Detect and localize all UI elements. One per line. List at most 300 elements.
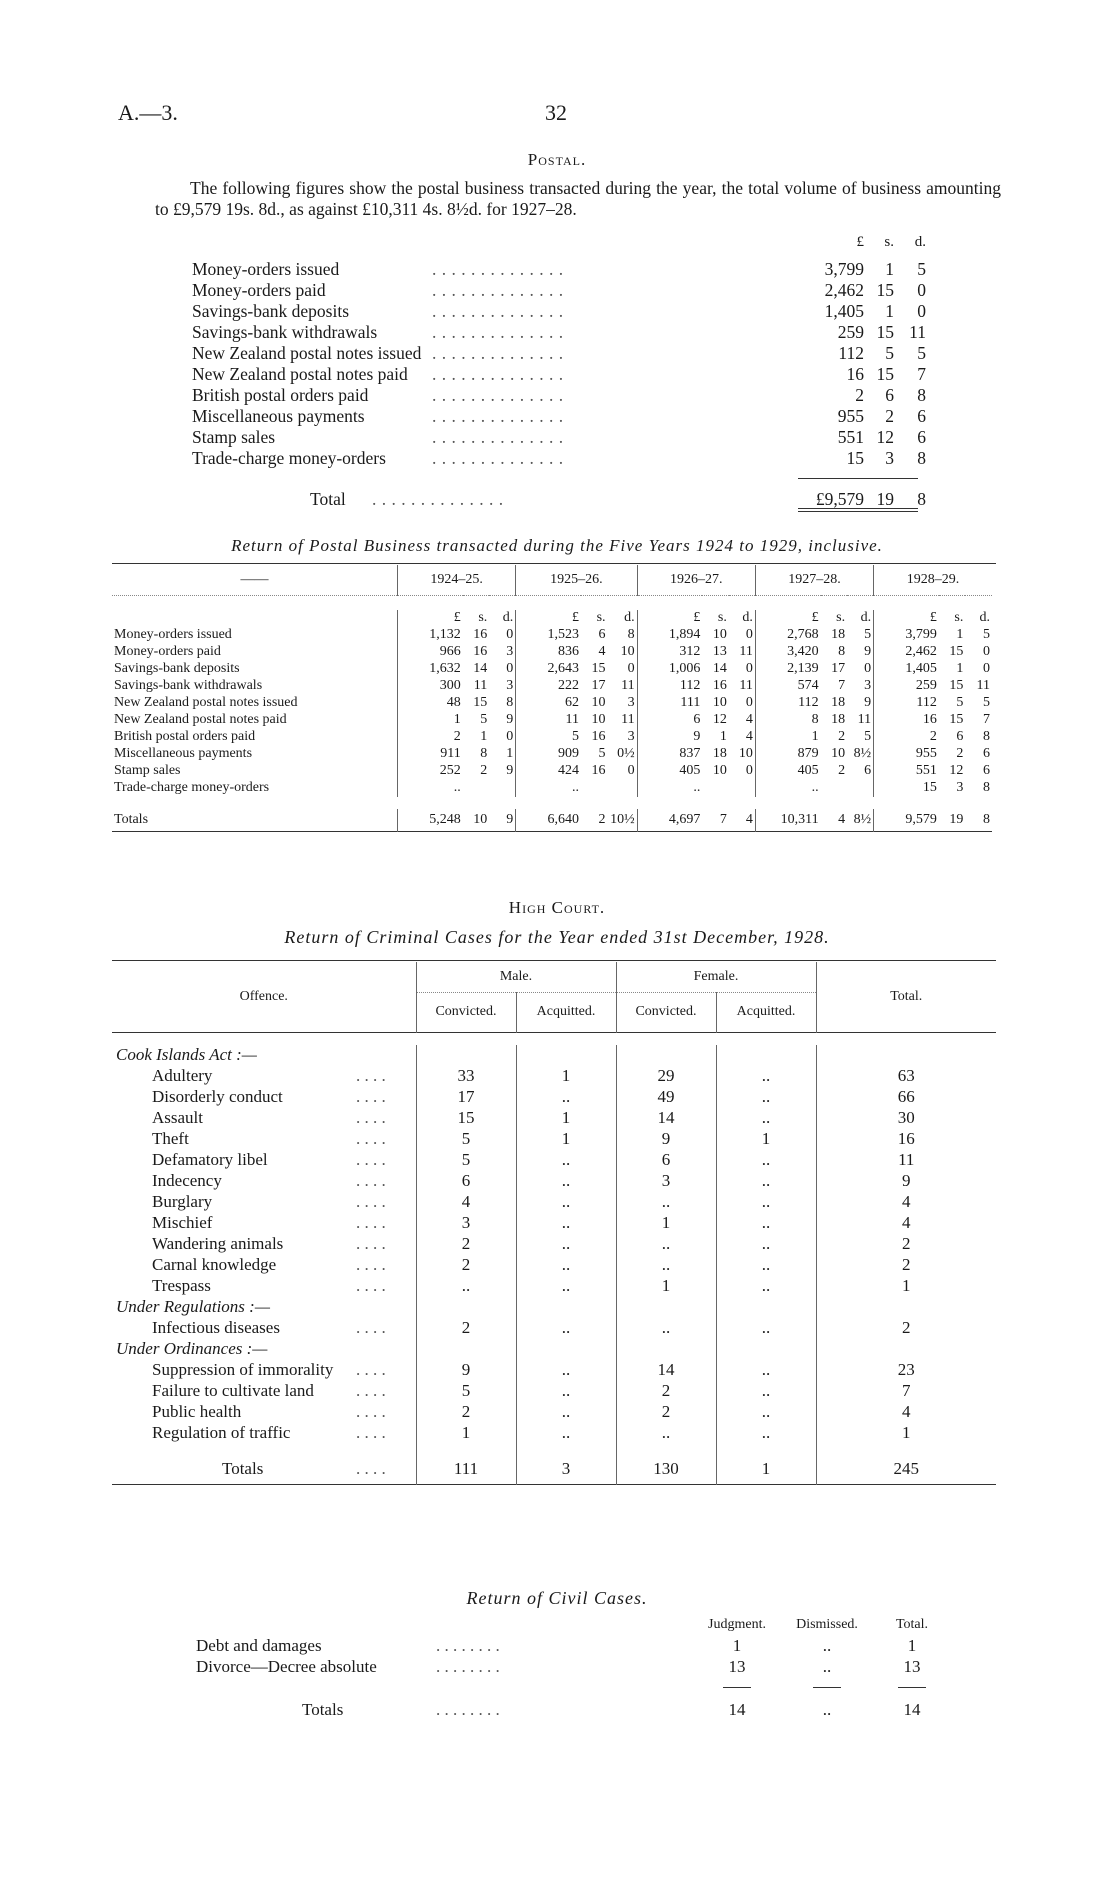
- postal-row-amount: [752, 385, 932, 406]
- count-value: 1: [416, 1423, 516, 1444]
- cell-value: 6,640: [516, 809, 581, 832]
- unit-heading: d.: [502, 610, 514, 625]
- cell-value: 15: [949, 712, 964, 727]
- civil-row-label: Divorce—Decree absolute: [196, 1656, 377, 1676]
- pounds-value: 3,799: [824, 259, 864, 279]
- cell-value: 15: [949, 644, 964, 659]
- five-year-row: [112, 695, 992, 712]
- offence-group-heading: Cook Islands Act :—: [116, 1045, 257, 1064]
- offence-label: Indecency: [152, 1171, 222, 1190]
- pence-value: 0: [917, 301, 926, 321]
- offence-group-heading-row: [112, 1339, 996, 1360]
- cell-value: 0: [864, 661, 872, 676]
- five-year-caption: Return of Postal Business transacted during the Five Years 1924 to 1929, inclusive.: [231, 536, 883, 555]
- cell-value: 17: [831, 661, 846, 676]
- leader-dots: . . . . . . . .: [436, 1656, 500, 1676]
- cell-value: 16: [712, 678, 727, 693]
- leader-dots: . . . .: [356, 1087, 386, 1106]
- male-convicted-heading: Convicted.: [416, 992, 516, 1032]
- cell-value: 8½: [853, 811, 872, 827]
- page-number: 32: [545, 100, 567, 125]
- cell-value: [702, 780, 729, 797]
- cell-value: [847, 780, 874, 797]
- cell-value: 2: [480, 763, 488, 778]
- leader-dots: . . . .: [356, 1458, 386, 1478]
- cell-value: 10: [620, 644, 635, 659]
- cell-value: 2: [398, 729, 463, 746]
- shillings-value: 15: [876, 322, 894, 342]
- cell-value: 5: [516, 729, 581, 746]
- shillings-value: 5: [885, 343, 894, 363]
- five-year-row: [112, 627, 992, 644]
- cell-value: 15: [949, 678, 964, 693]
- cell-value: 18: [831, 712, 846, 727]
- cell-value: 1: [956, 627, 964, 642]
- cell-value: 1: [956, 661, 964, 676]
- unit-heading: s.: [478, 610, 488, 625]
- offence-row: [112, 1066, 996, 1087]
- leader-dots: . . . . . . . . . . . . . .: [432, 427, 564, 447]
- cell-value: 3: [627, 695, 635, 710]
- postal-row-amount: [752, 406, 932, 427]
- civil-value: ..: [822, 1700, 832, 1719]
- postal-row-amount: [752, 427, 932, 448]
- count-value: 5: [416, 1129, 516, 1150]
- cell-value: 12: [949, 763, 964, 778]
- cell-value: [729, 780, 756, 797]
- count-value: ..: [616, 1318, 716, 1339]
- cell-value: 18: [831, 695, 846, 710]
- unit-heading: £: [398, 610, 463, 627]
- unit-heading: d.: [860, 610, 872, 625]
- postal-row: [192, 406, 932, 427]
- count-value: 3: [616, 1171, 716, 1192]
- unit-heading: d.: [742, 610, 753, 625]
- count-value: 14: [616, 1108, 716, 1129]
- count-value: ..: [716, 1213, 816, 1234]
- pounds-value: 551: [837, 427, 864, 447]
- cell-value: 2: [838, 763, 846, 778]
- count-value: 4: [416, 1192, 516, 1213]
- cell-value: 3: [956, 780, 964, 795]
- pounds-value: 955: [837, 406, 864, 426]
- offence-label: Adultery: [152, 1066, 213, 1085]
- cell-value: 3: [864, 678, 872, 693]
- five-year-row: [112, 763, 992, 780]
- cell-value: 8½: [853, 746, 872, 761]
- count-value: 1: [516, 1108, 616, 1129]
- offence-label: Theft: [152, 1129, 189, 1148]
- civil-value: 14: [903, 1700, 921, 1719]
- shillings-value: 12: [876, 427, 894, 447]
- cell-value: 11: [473, 678, 488, 693]
- year-heading: 1928–29.: [874, 565, 992, 595]
- count-value: ..: [516, 1234, 616, 1255]
- cell-value: 13: [712, 644, 727, 659]
- shillings-heading: s.: [884, 234, 894, 250]
- count-value: 2: [416, 1402, 516, 1423]
- pounds-value: 1,405: [824, 301, 864, 321]
- offence-label: Wandering animals: [152, 1234, 284, 1253]
- count-value: ..: [716, 1150, 816, 1171]
- cell-value: 111: [637, 695, 702, 712]
- pence-value: 5: [917, 343, 926, 363]
- cell-value: 10: [712, 627, 727, 642]
- count-value: 33: [416, 1066, 516, 1087]
- postal-total-row: [192, 489, 932, 510]
- leader-dots: . . . .: [356, 1129, 386, 1148]
- cell-value: 9: [506, 811, 514, 827]
- offence-label: Mischief: [152, 1213, 213, 1232]
- cell-value: 3,799: [874, 627, 939, 644]
- cell-value: 3: [627, 729, 635, 744]
- cell-value: 8: [983, 780, 990, 795]
- cell-value: 10: [712, 763, 727, 778]
- count-value: ..: [516, 1192, 616, 1213]
- postal-section-title: Postal.: [527, 150, 587, 169]
- cell-value: 911: [398, 746, 463, 763]
- total-rule: [798, 478, 918, 479]
- total-heading: Total.: [816, 962, 996, 1032]
- count-value: ..: [516, 1150, 616, 1171]
- count-value: 2: [416, 1255, 516, 1276]
- count-value: ..: [616, 1192, 716, 1213]
- document-reference: A.—3.: [118, 100, 178, 125]
- offence-label: Suppression of immorality: [152, 1360, 334, 1379]
- shillings-value: 1: [885, 301, 894, 321]
- pounds-value: £9,579: [815, 489, 864, 509]
- cell-value: 300: [398, 678, 463, 695]
- cell-value: 5: [598, 746, 606, 761]
- offence-row: [112, 1255, 996, 1276]
- cell-value: ..: [516, 780, 581, 797]
- cell-value: 16: [591, 763, 606, 778]
- pence-value: 11: [909, 322, 926, 342]
- cell-value: 0: [627, 661, 635, 676]
- cell-value: 9: [506, 712, 514, 727]
- unit-heading: £: [637, 610, 702, 627]
- civil-value: ..: [822, 1635, 832, 1655]
- count-value: 1: [616, 1213, 716, 1234]
- cell-value: 4: [745, 712, 753, 727]
- five-year-table: [112, 565, 992, 834]
- postal-row-amount: [752, 259, 932, 280]
- cell-value: 7: [983, 712, 990, 727]
- offence-label: Defamatory libel: [152, 1150, 268, 1169]
- offence-label: Regulation of traffic: [152, 1423, 291, 1442]
- postal-row: [192, 322, 932, 343]
- postal-row-label: Stamp sales: [192, 427, 276, 447]
- cell-value: 112: [755, 695, 820, 712]
- count-value: 2: [416, 1318, 516, 1339]
- postal-intro-paragraph: The following figures show the postal business transacted during the year, the total volume of business amounting to £9,579 19s. 8d., as against £10,311 4s. 8½d. for 1927–28.: [155, 178, 1001, 219]
- count-value: 30: [816, 1108, 996, 1129]
- cell-value: 0: [745, 695, 753, 710]
- cell-value: 14: [473, 661, 488, 676]
- count-value: 4: [816, 1213, 996, 1234]
- shillings-value: 2: [885, 406, 894, 426]
- civil-value: 1: [732, 1635, 742, 1655]
- cell-value: 405: [755, 763, 820, 780]
- leader-dots: . . . .: [356, 1150, 386, 1169]
- cell-value: 18: [831, 627, 846, 642]
- pence-heading: d.: [914, 234, 926, 250]
- count-value: ..: [516, 1423, 616, 1444]
- pounds-value: 112: [838, 343, 864, 363]
- pence-value: 7: [917, 364, 926, 384]
- cell-value: 879: [755, 746, 820, 763]
- leader-dots: . . . . . . . .: [436, 1635, 500, 1655]
- count-value: ..: [516, 1360, 616, 1381]
- row-label: Trade-charge money-orders: [114, 780, 270, 795]
- female-convicted-heading: Convicted.: [616, 992, 716, 1032]
- high-court-title: High Court.: [508, 898, 606, 917]
- female-acquitted-heading: Acquitted.: [716, 992, 816, 1032]
- count-value: ..: [516, 1381, 616, 1402]
- postal-row: [192, 427, 932, 448]
- postal-row-label: Miscellaneous payments: [192, 406, 365, 426]
- row-label: Money-orders issued: [114, 627, 232, 642]
- dismissed-heading: Dismissed.: [796, 1616, 858, 1632]
- civil-totals-row: [192, 1698, 952, 1722]
- offence-label: Carnal knowledge: [152, 1255, 277, 1274]
- cell-value: [581, 780, 608, 797]
- postal-row-amount: [752, 280, 932, 301]
- cell-value: 5,248: [398, 809, 463, 832]
- count-value: 1: [516, 1129, 616, 1150]
- cell-value: 6: [956, 729, 964, 744]
- five-year-top-rule: [112, 563, 996, 564]
- total-double-rule-2: [798, 511, 918, 512]
- cell-value: 837: [637, 746, 702, 763]
- cell-value: 10½: [610, 811, 635, 827]
- postal-row: [192, 301, 932, 322]
- cell-value: 2,139: [755, 661, 820, 678]
- five-year-row: [112, 746, 992, 763]
- count-value: 9: [816, 1171, 996, 1192]
- postal-row-label: Savings-bank withdrawals: [192, 322, 378, 342]
- leader-dots: . . . .: [356, 1234, 386, 1253]
- count-value: ..: [516, 1255, 616, 1276]
- cell-value: 259: [874, 678, 939, 695]
- civil-value: 14: [728, 1700, 746, 1719]
- postal-row-label: New Zealand postal notes paid: [192, 364, 408, 384]
- postal-total-label: Total: [310, 489, 346, 509]
- cell-value: 5: [864, 627, 872, 642]
- pence-value: 6: [917, 406, 926, 426]
- unit-heading: s.: [717, 610, 727, 625]
- leader-dots: . . . .: [356, 1276, 386, 1295]
- female-heading: Female.: [616, 962, 816, 992]
- cell-value: 5: [983, 695, 990, 710]
- civil-row: [192, 1656, 952, 1677]
- count-value: 2: [616, 1381, 716, 1402]
- offence-row: [112, 1423, 996, 1444]
- offence-label: Public health: [152, 1402, 242, 1421]
- cell-value: 8: [983, 811, 990, 827]
- postal-row-amount: [752, 343, 932, 364]
- shillings-value: 15: [876, 280, 894, 300]
- count-value: 2: [416, 1234, 516, 1255]
- cell-value: 8: [627, 627, 635, 642]
- offence-row: [112, 1381, 996, 1402]
- cell-value: 0: [506, 729, 514, 744]
- cell-value: 1: [506, 746, 514, 761]
- cell-value: 966: [398, 644, 463, 661]
- leader-dots: . . . .: [356, 1192, 386, 1211]
- cell-value: 1,523: [516, 627, 581, 644]
- postal-row: [192, 385, 932, 406]
- leader-dots: . . . . . . . . . . . . . .: [432, 322, 564, 342]
- unit-heading: £: [874, 610, 939, 627]
- cell-value: 1: [719, 729, 727, 744]
- cell-value: 112: [874, 695, 939, 712]
- pounds-value: 2,462: [824, 280, 864, 300]
- offence-label: Disorderly conduct: [152, 1087, 283, 1106]
- five-year-row: [112, 644, 992, 661]
- count-value: 2: [816, 1255, 996, 1276]
- cell-value: 1: [480, 729, 488, 744]
- civil-value: ..: [822, 1656, 832, 1676]
- postal-row-label: New Zealand postal notes issued: [192, 343, 422, 363]
- leader-dots: . . . . . . . . . . . . . .: [432, 259, 564, 279]
- count-value: ..: [716, 1087, 816, 1108]
- cell-value: 4,697: [637, 809, 702, 832]
- offence-row: [112, 1360, 996, 1381]
- count-value: 6: [416, 1171, 516, 1192]
- cell-value: 3,420: [755, 644, 820, 661]
- cell-value: ..: [755, 780, 820, 797]
- offence-label: Infectious diseases: [152, 1318, 280, 1337]
- unit-heading: £: [755, 610, 820, 627]
- cell-value: 7: [838, 678, 846, 693]
- count-value: ..: [716, 1381, 816, 1402]
- count-value: 49: [616, 1087, 716, 1108]
- row-label: British postal orders paid: [114, 729, 256, 744]
- five-year-row: [112, 729, 992, 746]
- offence-row: [112, 1150, 996, 1171]
- sum-rule: [782, 1677, 872, 1698]
- cell-value: 3: [506, 644, 514, 659]
- five-year-row: [112, 712, 992, 729]
- pence-value: 8: [917, 385, 926, 405]
- civil-value: 1: [907, 1635, 917, 1655]
- count-value: ..: [616, 1234, 716, 1255]
- count-value: ..: [516, 1171, 616, 1192]
- pounds-value: 2: [855, 385, 864, 405]
- civil-total-heading: Total.: [895, 1616, 929, 1632]
- unit-heading: s.: [596, 610, 606, 625]
- cell-value: 9: [506, 763, 514, 778]
- postal-total-amount: [752, 489, 932, 510]
- count-value: 23: [816, 1360, 996, 1381]
- cell-value: 312: [637, 644, 702, 661]
- row-label: Stamp sales: [114, 763, 181, 778]
- cell-value: 9,579: [874, 809, 939, 832]
- pounds-value: 15: [846, 448, 864, 468]
- cell-value: 0: [745, 763, 753, 778]
- count-value: 1: [816, 1423, 996, 1444]
- count-value: ..: [716, 1423, 816, 1444]
- cell-value: 11: [739, 678, 753, 693]
- cell-value: 424: [516, 763, 581, 780]
- offence-group-heading: Under Regulations :—: [116, 1297, 270, 1316]
- unit-heading: £: [516, 610, 581, 627]
- count-value: ..: [616, 1255, 716, 1276]
- leader-dots: . . . .: [356, 1402, 386, 1421]
- cell-value: [608, 780, 638, 797]
- leader-dots: . . . .: [356, 1381, 386, 1400]
- pence-value: 8: [917, 489, 926, 509]
- cell-value: ..: [637, 780, 702, 797]
- cell-value: 222: [516, 678, 581, 695]
- count-value: ..: [616, 1423, 716, 1444]
- cell-value: 9: [864, 644, 872, 659]
- sum-rule: [692, 1677, 782, 1698]
- count-value: 16: [816, 1129, 996, 1150]
- male-heading: Male.: [416, 962, 616, 992]
- offence-heading: Offence.: [239, 988, 288, 1004]
- cell-value: 15: [591, 661, 606, 676]
- offence-row: [112, 1192, 996, 1213]
- count-value: ..: [716, 1360, 816, 1381]
- row-label: New Zealand postal notes issued: [114, 695, 298, 710]
- cell-value: 3: [506, 678, 514, 693]
- offence-row: [112, 1108, 996, 1129]
- postal-row: [192, 364, 932, 385]
- leader-dots: . . . .: [356, 1171, 386, 1190]
- postal-unit-header: [192, 234, 932, 259]
- cell-value: 15: [473, 695, 488, 710]
- cell-value: 7: [719, 811, 727, 827]
- count-value: 17: [416, 1087, 516, 1108]
- judgment-heading: Judgment.: [708, 1616, 766, 1632]
- unit-heading: d.: [979, 610, 990, 625]
- postal-summary-list: [192, 234, 932, 510]
- cell-value: 574: [755, 678, 820, 695]
- count-value: ..: [716, 1192, 816, 1213]
- cell-value: 62: [516, 695, 581, 712]
- cell-value: 1,894: [637, 627, 702, 644]
- offence-row: [112, 1276, 996, 1297]
- count-value: ..: [716, 1255, 816, 1276]
- cell-value: 1: [755, 729, 820, 746]
- criminal-totals-row: [112, 1454, 996, 1485]
- postal-row: [192, 343, 932, 364]
- cell-value: 10: [712, 695, 727, 710]
- leader-dots: . . . . . . . . . . . . . .: [432, 448, 564, 468]
- cell-value: 5: [983, 627, 990, 642]
- five-year-row: [112, 678, 992, 695]
- offence-row: [112, 1234, 996, 1255]
- cell-value: 8: [983, 729, 990, 744]
- cell-value: 955: [874, 746, 939, 763]
- postal-row-label: Trade-charge money-orders: [192, 448, 386, 468]
- count-value: ..: [716, 1402, 816, 1423]
- shillings-value: 3: [885, 448, 894, 468]
- cell-value: 0: [745, 627, 753, 642]
- totals-label: Totals: [222, 1458, 264, 1478]
- count-value: ..: [416, 1276, 516, 1297]
- cell-value: 0: [983, 661, 990, 676]
- count-value: 5: [416, 1150, 516, 1171]
- offence-row: [112, 1087, 996, 1108]
- offence-row: [112, 1318, 996, 1339]
- five-year-row: [112, 780, 992, 797]
- cell-value: 405: [637, 763, 702, 780]
- cell-value: 11: [857, 712, 872, 727]
- total-double-rule-1: [798, 508, 918, 509]
